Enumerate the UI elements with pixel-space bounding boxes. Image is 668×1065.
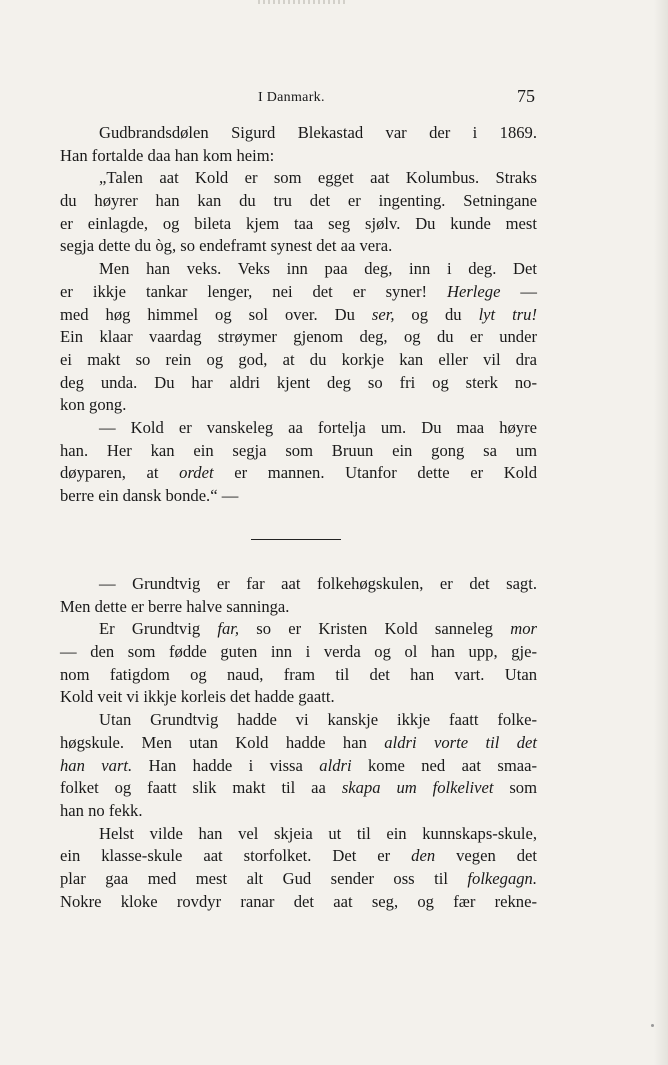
text-line: Ein klaar vaardag strøymer gjenom deg, og du er under [60, 327, 537, 347]
text-line: Kold veit vi ikkje korleis det hadde gaatt. [60, 687, 335, 707]
text-line: Helst vilde han vel skjeia ut til ein kunnskaps-skule, [99, 823, 537, 843]
text-line: Nokre kloke rovdyr ranar det aat seg, og fær rekne- [60, 891, 537, 911]
section-separator [251, 539, 341, 540]
scan-artifact [258, 0, 348, 4]
text-line: berre ein dansk bonde.“ — [60, 486, 239, 505]
text-line: døyparen, at ordet er mannen. Utanfor dette er Kold [60, 463, 537, 483]
text-line: Utan Grundtvig hadde vi kanskje ikkje faatt folke- [99, 710, 537, 730]
text-line: er ikkje tankar lenger, nei det er syner! Herlege — [60, 281, 537, 301]
text-line: deg unda. Du har aldri kjent deg so fri og sterk no- [60, 372, 537, 392]
text-line: med høg himmel og sol over. Du ser, og du lyt tru! [60, 304, 538, 324]
text-line: Er Grundtvig far, so er Kristen Kold sanneleg mor [99, 619, 537, 639]
text-line: er einlagde, og bileta kjem taa seg sjølv. Du kunde mest [60, 213, 537, 233]
text-line: Men dette er berre halve sanninga. [60, 596, 290, 616]
text-block-first [60, 122, 537, 508]
text-line: — den som fødde guten inn i verda og ol han upp, gje- [60, 642, 537, 662]
text-line: han vart. Han hadde i vissa aldri kome ned aat smaa- [60, 755, 537, 775]
page-number: 75 [517, 86, 535, 106]
text-line: du høyrer han kan du tru det er ingenting. Setningane [60, 191, 537, 211]
text-line: — Kold er vanskeleg aa fortelja um. Du maa høyre [99, 417, 537, 437]
text-line: Men han veks. Veks inn paa deg, inn i deg. Det [99, 259, 537, 279]
text-line: ei makt so rein og god, at du korkje kan eller vil dra [60, 349, 537, 369]
text-line: Han fortalde daa han kom heim: [60, 145, 275, 165]
running-head: I Danmark. [258, 90, 325, 105]
text-line: kon gong. [60, 395, 127, 415]
page-edge-shadow [654, 0, 668, 1065]
text-line: plar gaa med mest alt Gud sender oss til folkegagn. [60, 868, 537, 888]
text-line: høgskule. Men utan Kold hadde han aldri vorte til det [60, 732, 537, 752]
text-block-second [60, 573, 537, 913]
text-line: Gudbrandsdølen Sigurd Blekastad var der i 1869. [99, 123, 537, 142]
text-line: han no fekk. [60, 800, 143, 820]
text-line: han. Her kan ein segja som Bruun ein gong sa um [60, 440, 537, 460]
scan-speck [651, 1024, 654, 1027]
text-line: folket og faatt slik makt til aa skapa um folkelivet som [60, 778, 538, 798]
text-line: ein klasse-skule aat storfolket. Det er den vegen det [60, 846, 537, 866]
text-line: segja dette du òg, so endeframt synest det aa vera. [60, 236, 393, 256]
text-line: „Talen aat Kold er som egget aat Kolumbus. Straks [99, 168, 537, 188]
text-line: — Grundtvig er far aat folkehøgskulen, er det sagt. [99, 574, 537, 593]
text-line: nom fatigdom og naud, fram til det han vart. Utan [60, 664, 537, 684]
